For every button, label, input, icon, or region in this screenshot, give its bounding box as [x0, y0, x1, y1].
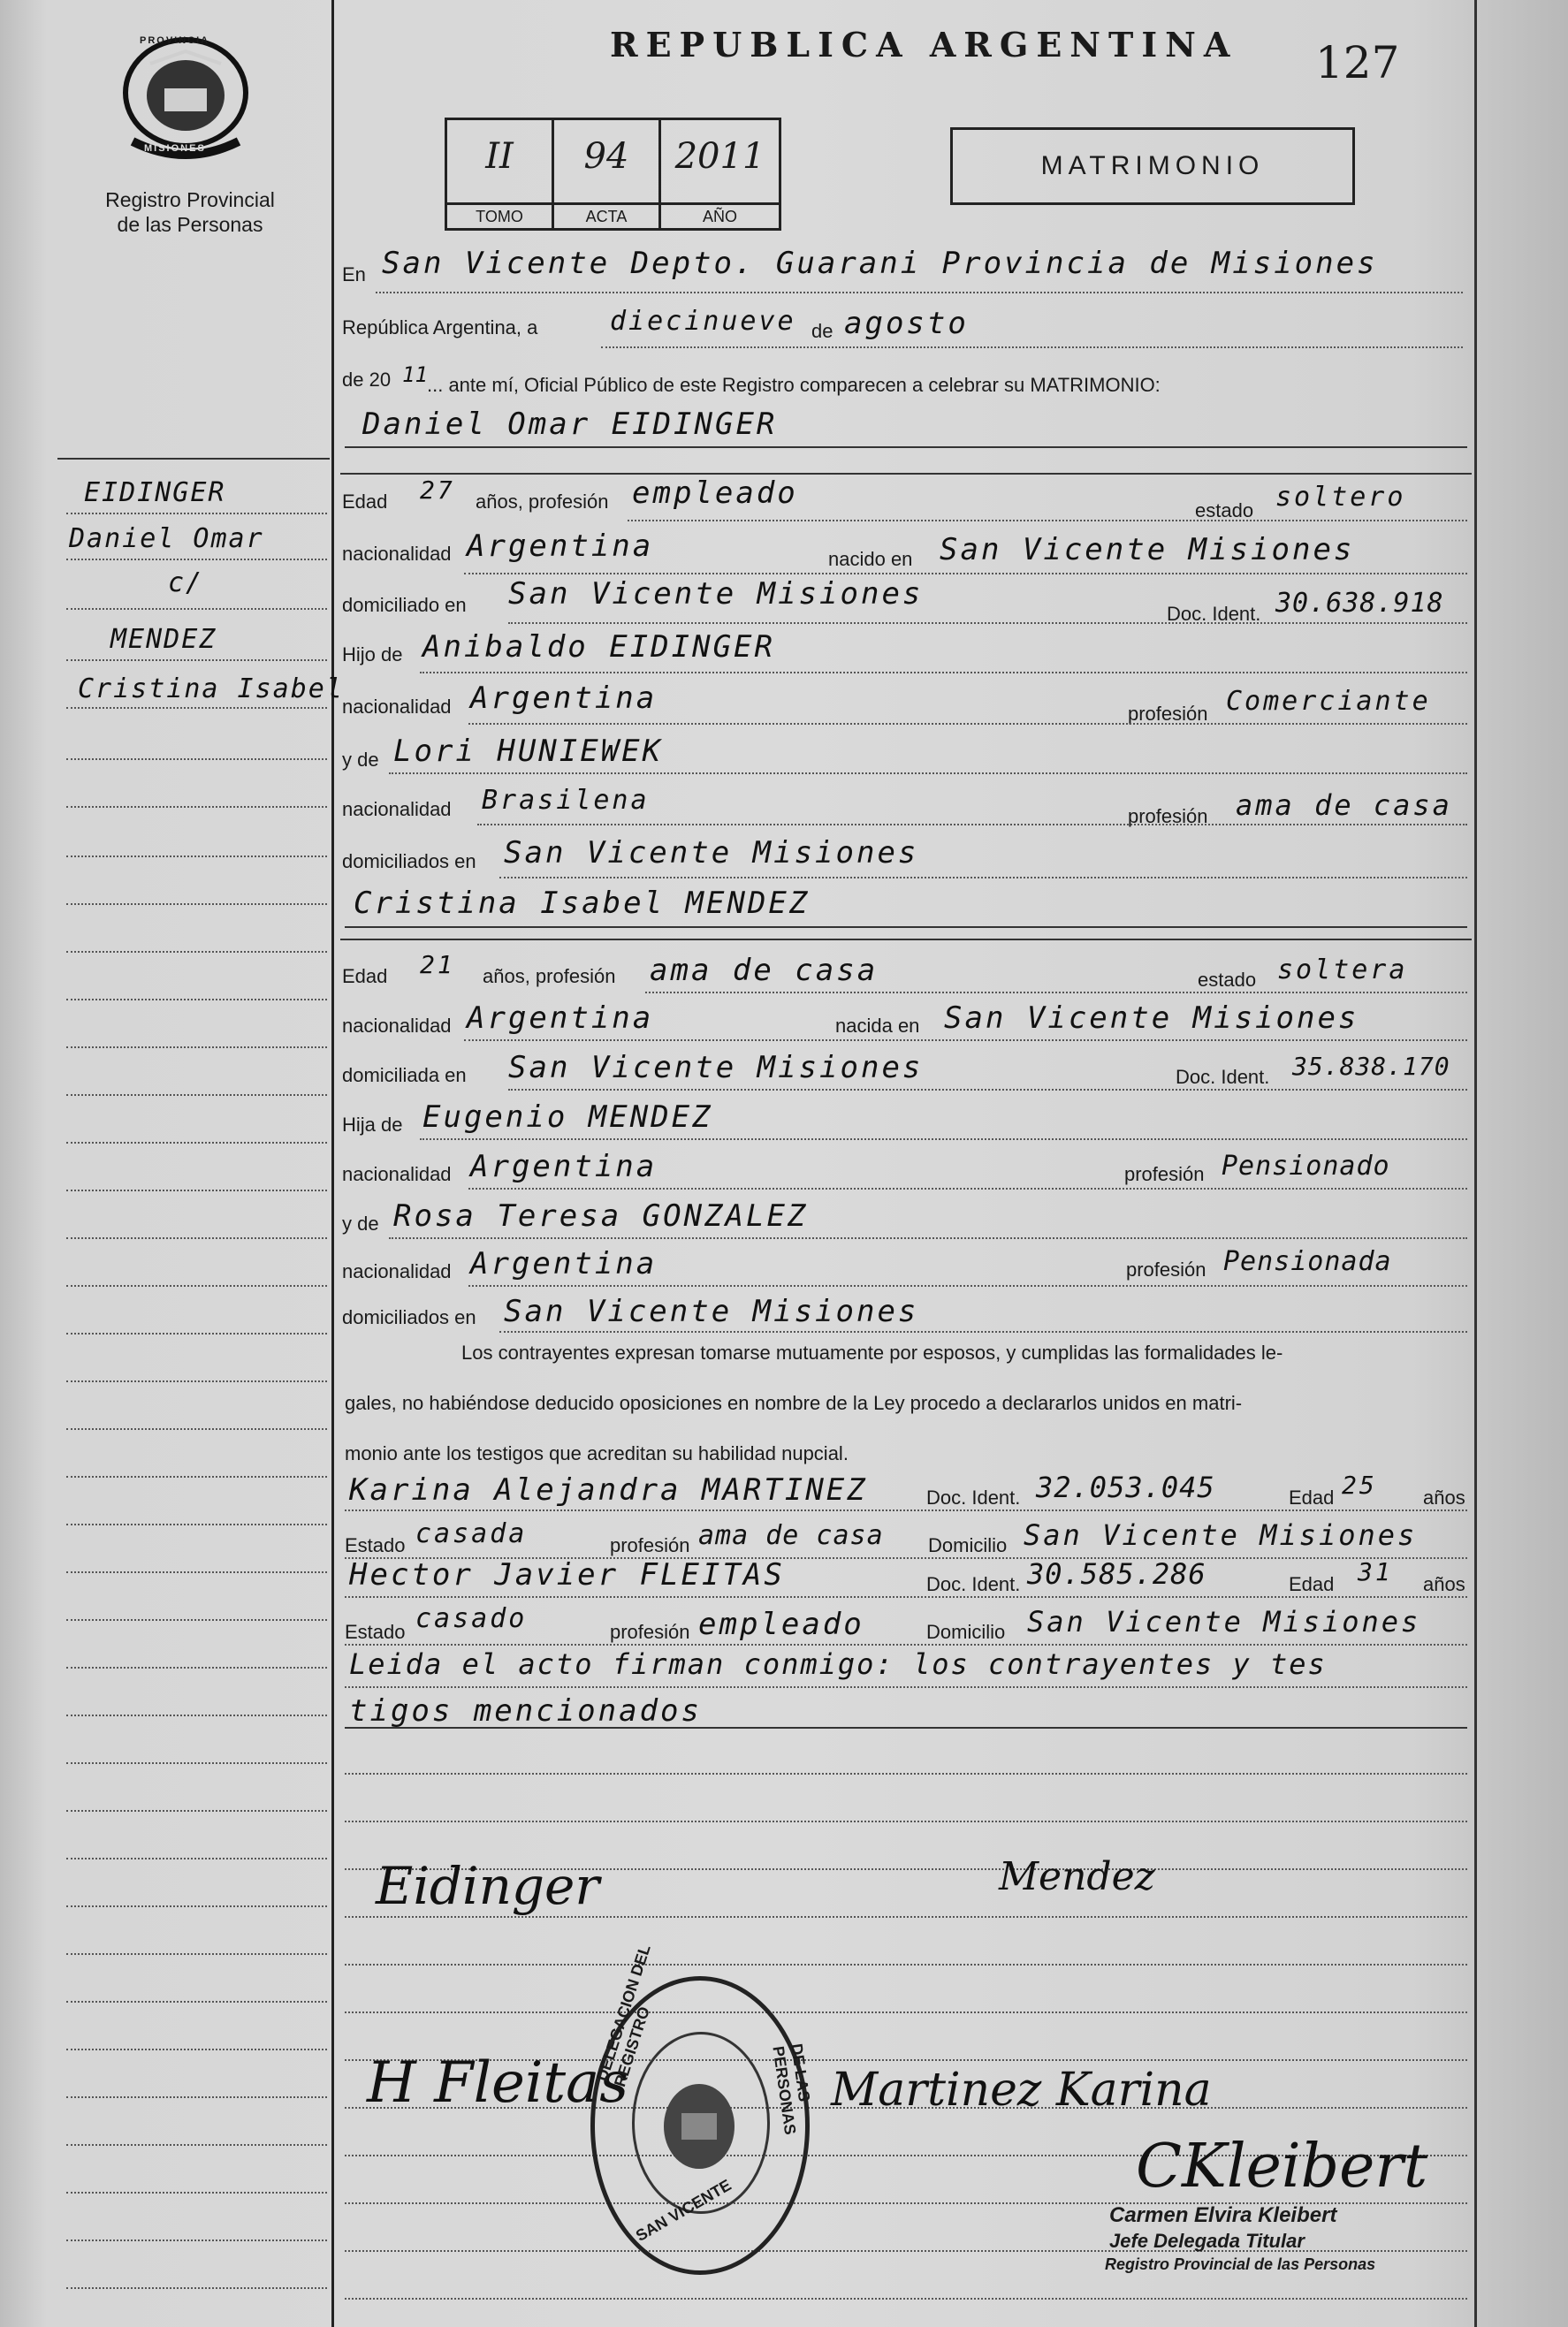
groom-yde-label: y de	[342, 749, 379, 771]
groom-birthplace: San Vicente Misiones	[940, 532, 1355, 567]
margin-line	[66, 2240, 327, 2241]
margin-line	[66, 1046, 327, 1048]
tomo-cell	[447, 120, 554, 228]
bride-father-profession-label: profesión	[1124, 1163, 1205, 1185]
groom-nationality-label: nacionalidad	[342, 543, 452, 565]
bride-domicile: San Vicente Misiones	[508, 1050, 924, 1085]
bride-father-nationality-line	[468, 1188, 1467, 1190]
margin-line	[66, 1380, 327, 1382]
margin-line	[66, 2001, 327, 2003]
witness1-estado-label: Estado	[345, 1534, 406, 1556]
witness-left-signature: H Fleitas	[367, 2050, 629, 2116]
witness1-domicile: San Vicente Misiones	[1024, 1518, 1418, 1552]
bride-domicile-label: domiciliada en	[342, 1064, 467, 1086]
bride-mother-profession-label: profesión	[1126, 1259, 1206, 1281]
place-value: San Vicente Depto. Guarani Provincia de Misiones	[382, 246, 1378, 281]
witness-right-signature: Martinez Karina	[831, 2064, 1212, 2117]
groom-hijo-label: Hijo de	[342, 643, 403, 665]
official-signature: CKleibert	[1136, 2132, 1428, 2202]
acta-cell	[554, 120, 661, 228]
groom-mother-profession: ama de casa	[1236, 788, 1452, 822]
witness2-estado-label: Estado	[345, 1621, 406, 1643]
bride-estado-label: estado	[1198, 969, 1257, 991]
margin-line	[66, 1571, 327, 1573]
groom-age: 27	[420, 475, 455, 505]
witness2-domicile-label: Domicilio	[926, 1621, 1006, 1643]
bride-age-line	[645, 992, 1467, 993]
intro-text: ... ante mí, Oficial Público de este Registro comparecen a celebrar su MATRIMONIO:	[427, 374, 1161, 396]
bride-yde-label: y de	[342, 1213, 379, 1235]
bride-nacida-label: nacida en	[835, 1015, 920, 1037]
declaration-line-1: Los contrayentes expresan tomarse mutuamente por esposos, y cumplidas las formalidades le-	[461, 1342, 1283, 1364]
bride-nationality-label: nacionalidad	[342, 1015, 452, 1037]
witness2-edad-label: Edad	[1289, 1573, 1335, 1595]
witness2-anos-label: años	[1423, 1573, 1465, 1595]
margin-groom-name: Daniel Omar	[69, 523, 264, 554]
ano-value: 2011	[674, 136, 765, 177]
bride-nationality: Argentina	[467, 1000, 654, 1036]
margin-line	[66, 999, 327, 1000]
bride-father-profession: Pensionado	[1222, 1151, 1390, 1182]
bride-name-line	[345, 926, 1467, 928]
acta-value: 94	[583, 136, 629, 177]
bride-father-nationality: Argentina	[470, 1149, 658, 1184]
margin-line	[66, 2144, 327, 2146]
civil-registry-stamp	[590, 1943, 814, 2275]
stamp-text-left: DELEGACION DEL REGISTRO	[593, 1943, 654, 2089]
groom-doc: 30.638.918	[1275, 588, 1444, 619]
groom-domicile: San Vicente Misiones	[508, 576, 924, 612]
groom-mother-line	[389, 772, 1467, 774]
margin-line	[66, 1858, 327, 1859]
witness2-domicile: San Vicente Misiones	[1027, 1605, 1421, 1639]
bride-edad-label: Edad	[342, 965, 388, 987]
margin-line	[66, 2049, 327, 2050]
official-registry: Registro Provincial de las Personas	[1105, 2255, 1376, 2273]
witness1-edad-label: Edad	[1289, 1487, 1335, 1509]
bride-profession: ama de casa	[650, 953, 879, 988]
witness1-doc-label: Doc. Ident.	[926, 1487, 1021, 1509]
witness1-name-line	[345, 1510, 1467, 1511]
witness1-doc: 32.053.045	[1036, 1471, 1215, 1504]
margin-top-rule	[57, 458, 330, 460]
groom-father-nationality-line	[468, 723, 1467, 725]
day-value: diecinueve	[610, 306, 796, 337]
republica-label: República Argentina, a	[342, 316, 538, 338]
groom-nationality-line	[464, 573, 1467, 574]
bride-mother: Rosa Teresa GONZALEZ	[393, 1198, 809, 1234]
witness1-domicile-label: Domicilio	[928, 1534, 1008, 1556]
groom-domicile-label: domiciliado en	[342, 594, 467, 616]
closing-line-rule-2	[345, 1727, 1467, 1729]
groom-parents-domicile-label: domiciliados en	[342, 850, 476, 872]
groom-mother-nationality-label: nacionalidad	[342, 798, 452, 820]
registry-name: Registro Provincial de las Personas	[105, 188, 275, 236]
witness2-estado: casado	[415, 1603, 528, 1634]
bride-mother-nationality-line	[468, 1285, 1467, 1287]
margin-line	[66, 707, 327, 709]
margin-line	[66, 1524, 327, 1525]
margin-line	[66, 659, 327, 661]
ano-label: AÑO	[661, 202, 779, 228]
margin-con: c/	[168, 567, 204, 598]
tomo-label: TOMO	[447, 202, 552, 228]
bride-father: Eugenio MENDEZ	[422, 1099, 713, 1135]
bride-mother-profession: Pensionada	[1223, 1246, 1392, 1277]
groom-father-line	[420, 672, 1467, 673]
seal-text-bottom: MISIONES	[144, 143, 206, 154]
margin-line	[66, 513, 327, 514]
closing-line-2: tigos mencionados	[349, 1693, 702, 1729]
margin-groom-surname: EIDINGER	[84, 477, 226, 508]
margin-line	[66, 1142, 327, 1144]
groom-profession: empleado	[632, 475, 798, 511]
margin-line	[66, 1953, 327, 1955]
witness2-name: Hector Javier FLEITAS	[349, 1557, 785, 1593]
page-number: 127	[1315, 37, 1400, 88]
witness2-estado-line	[345, 1644, 1467, 1646]
bride-father-line	[420, 1138, 1467, 1140]
blank-line	[345, 2011, 1467, 2013]
margin-line	[66, 1094, 327, 1096]
margin-line	[66, 903, 327, 905]
margin-line	[66, 1190, 327, 1191]
stamp-emblem-icon	[655, 2078, 743, 2175]
seal-text-top: PROVINCIA	[140, 35, 210, 46]
bride-doc-label: Doc. Ident.	[1176, 1066, 1270, 1088]
groom-mother-nationality: Brasilena	[482, 785, 650, 816]
margin-bride-surname: MENDEZ	[110, 624, 217, 655]
witness2-name-line	[345, 1596, 1467, 1598]
bride-profession-label: años, profesión	[483, 965, 616, 987]
margin-line	[66, 1762, 327, 1764]
groom-mother-nationality-line	[477, 824, 1467, 825]
witness1-name: Karina Alejandra MARTINEZ	[349, 1472, 868, 1508]
record-box	[445, 118, 781, 231]
margin-line	[66, 951, 327, 953]
witness1-anos-label: años	[1423, 1487, 1465, 1509]
groom-estado: soltero	[1275, 482, 1406, 513]
groom-section-rule	[340, 473, 1472, 475]
witness1-profession-label: profesión	[610, 1534, 690, 1556]
closing-line-rule-1	[345, 1686, 1467, 1688]
margin-line	[66, 1333, 327, 1335]
margin-line	[66, 1476, 327, 1478]
margin-line	[66, 1285, 327, 1287]
bride-section-rule	[340, 939, 1472, 940]
bride-birthplace: San Vicente Misiones	[944, 1000, 1359, 1036]
groom-father-profession-label: profesión	[1128, 703, 1208, 725]
blank-line	[345, 2298, 1467, 2300]
de-label: de	[811, 320, 833, 342]
groom-father-nationality-label: nacionalidad	[342, 696, 452, 718]
margin-line	[66, 806, 327, 808]
bride-signature: Mendez	[999, 1854, 1155, 1899]
margin-line	[66, 1428, 327, 1430]
margin-line	[66, 2096, 327, 2098]
blank-line	[345, 1773, 1467, 1775]
blank-line	[345, 1916, 1467, 1918]
margin-line	[66, 1905, 327, 1907]
margin-line	[66, 1619, 327, 1621]
month-value: agosto	[844, 306, 969, 341]
witness2-profession: empleado	[698, 1607, 864, 1642]
ano-cell	[661, 120, 779, 228]
groom-edad-label: Edad	[342, 490, 388, 513]
groom-parents-domicile-line	[499, 877, 1467, 878]
witness2-age: 31	[1358, 1557, 1393, 1586]
official-name: Carmen Elvira Kleibert	[1109, 2203, 1337, 2227]
margin-divider	[331, 0, 334, 2327]
groom-father: Anibaldo EIDINGER	[422, 629, 775, 665]
declaration-line-3: monio ante los testigos que acreditan su habilidad nupcial.	[345, 1442, 849, 1464]
groom-profession-label: años, profesión	[476, 490, 609, 513]
bride-parents-domicile: San Vicente Misiones	[504, 1294, 919, 1329]
stamp-text-bottom: SAN VICENTE	[632, 2176, 735, 2245]
margin-bride-name: Cristina Isabel	[78, 673, 344, 704]
closing-line-1: Leida el acto firman conmigo: los contrayentes y tes	[349, 1647, 1327, 1681]
witness1-profession: ama de casa	[698, 1520, 884, 1551]
margin-line	[66, 1237, 327, 1239]
year-prefix-label: de 20	[342, 369, 392, 391]
acta-label: ACTA	[554, 202, 658, 228]
groom-domicile-line	[508, 622, 1467, 624]
groom-mother-profession-label: profesión	[1128, 805, 1208, 827]
year-suffix-value: 11	[402, 362, 428, 387]
place-line	[376, 292, 1463, 293]
margin-line	[66, 559, 327, 560]
en-label: En	[342, 263, 366, 285]
tomo-value: II	[485, 136, 514, 177]
bride-name: Cristina Isabel MENDEZ	[354, 886, 811, 921]
groom-name: Daniel Omar EIDINGER	[362, 407, 778, 442]
margin-line	[66, 1810, 327, 1812]
witness1-age: 25	[1342, 1471, 1377, 1500]
groom-nacido-label: nacido en	[828, 548, 913, 570]
bride-mother-nationality-label: nacionalidad	[342, 1260, 452, 1282]
bride-parents-domicile-line	[499, 1331, 1467, 1333]
bride-mother-nationality: Argentina	[470, 1246, 658, 1281]
groom-father-nationality: Argentina	[470, 681, 658, 716]
groom-mother: Lori HUNIEWEK	[393, 734, 664, 769]
right-border	[1474, 0, 1477, 2327]
blank-line	[345, 1964, 1467, 1966]
country-title: REPUBLICA ARGENTINA	[610, 25, 1238, 65]
witness2-doc-label: Doc. Ident.	[926, 1573, 1021, 1595]
groom-nationality: Argentina	[467, 529, 654, 564]
margin-line	[66, 856, 327, 857]
margin-line	[66, 1715, 327, 1716]
groom-name-line	[345, 446, 1467, 448]
bride-mother-line	[389, 1237, 1467, 1239]
groom-parents-domicile: San Vicente Misiones	[504, 835, 919, 871]
stamp-text-right: DE LAS PERSONAS	[769, 2042, 814, 2136]
groom-estado-label: estado	[1195, 499, 1254, 521]
date-line	[601, 346, 1463, 348]
bride-parents-domicile-label: domiciliados en	[342, 1306, 476, 1328]
bride-estado: soltera	[1277, 954, 1408, 985]
bride-doc: 35.838.170	[1292, 1052, 1450, 1081]
declaration-line-2: gales, no habiéndose deducido oposiciones en nombre de la Ley procedo a declararlos unidos en matri-	[345, 1392, 1243, 1414]
act-type-box: MATRIMONIO	[950, 127, 1355, 205]
margin-line	[66, 2192, 327, 2194]
bride-nationality-line	[464, 1039, 1467, 1041]
groom-age-line	[628, 520, 1467, 521]
margin-line	[66, 2287, 327, 2289]
groom-signature: Eidinger	[376, 1856, 600, 1916]
margin-line	[66, 608, 327, 610]
official-title: Jefe Delegada Titular	[1109, 2230, 1305, 2252]
groom-father-profession: Comerciante	[1226, 686, 1431, 717]
bride-domicile-line	[508, 1089, 1467, 1091]
margin-line	[66, 758, 327, 760]
groom-doc-label: Doc. Ident.	[1167, 603, 1261, 625]
blank-line	[345, 1821, 1467, 1822]
witness1-estado: casada	[415, 1518, 528, 1549]
margin-line	[66, 1667, 327, 1669]
witness2-profession-label: profesión	[610, 1621, 690, 1643]
witness2-doc: 30.585.286	[1027, 1557, 1206, 1591]
bride-age: 21	[420, 950, 455, 979]
bride-father-nationality-label: nacionalidad	[342, 1163, 452, 1185]
bride-hija-label: Hija de	[342, 1114, 403, 1136]
